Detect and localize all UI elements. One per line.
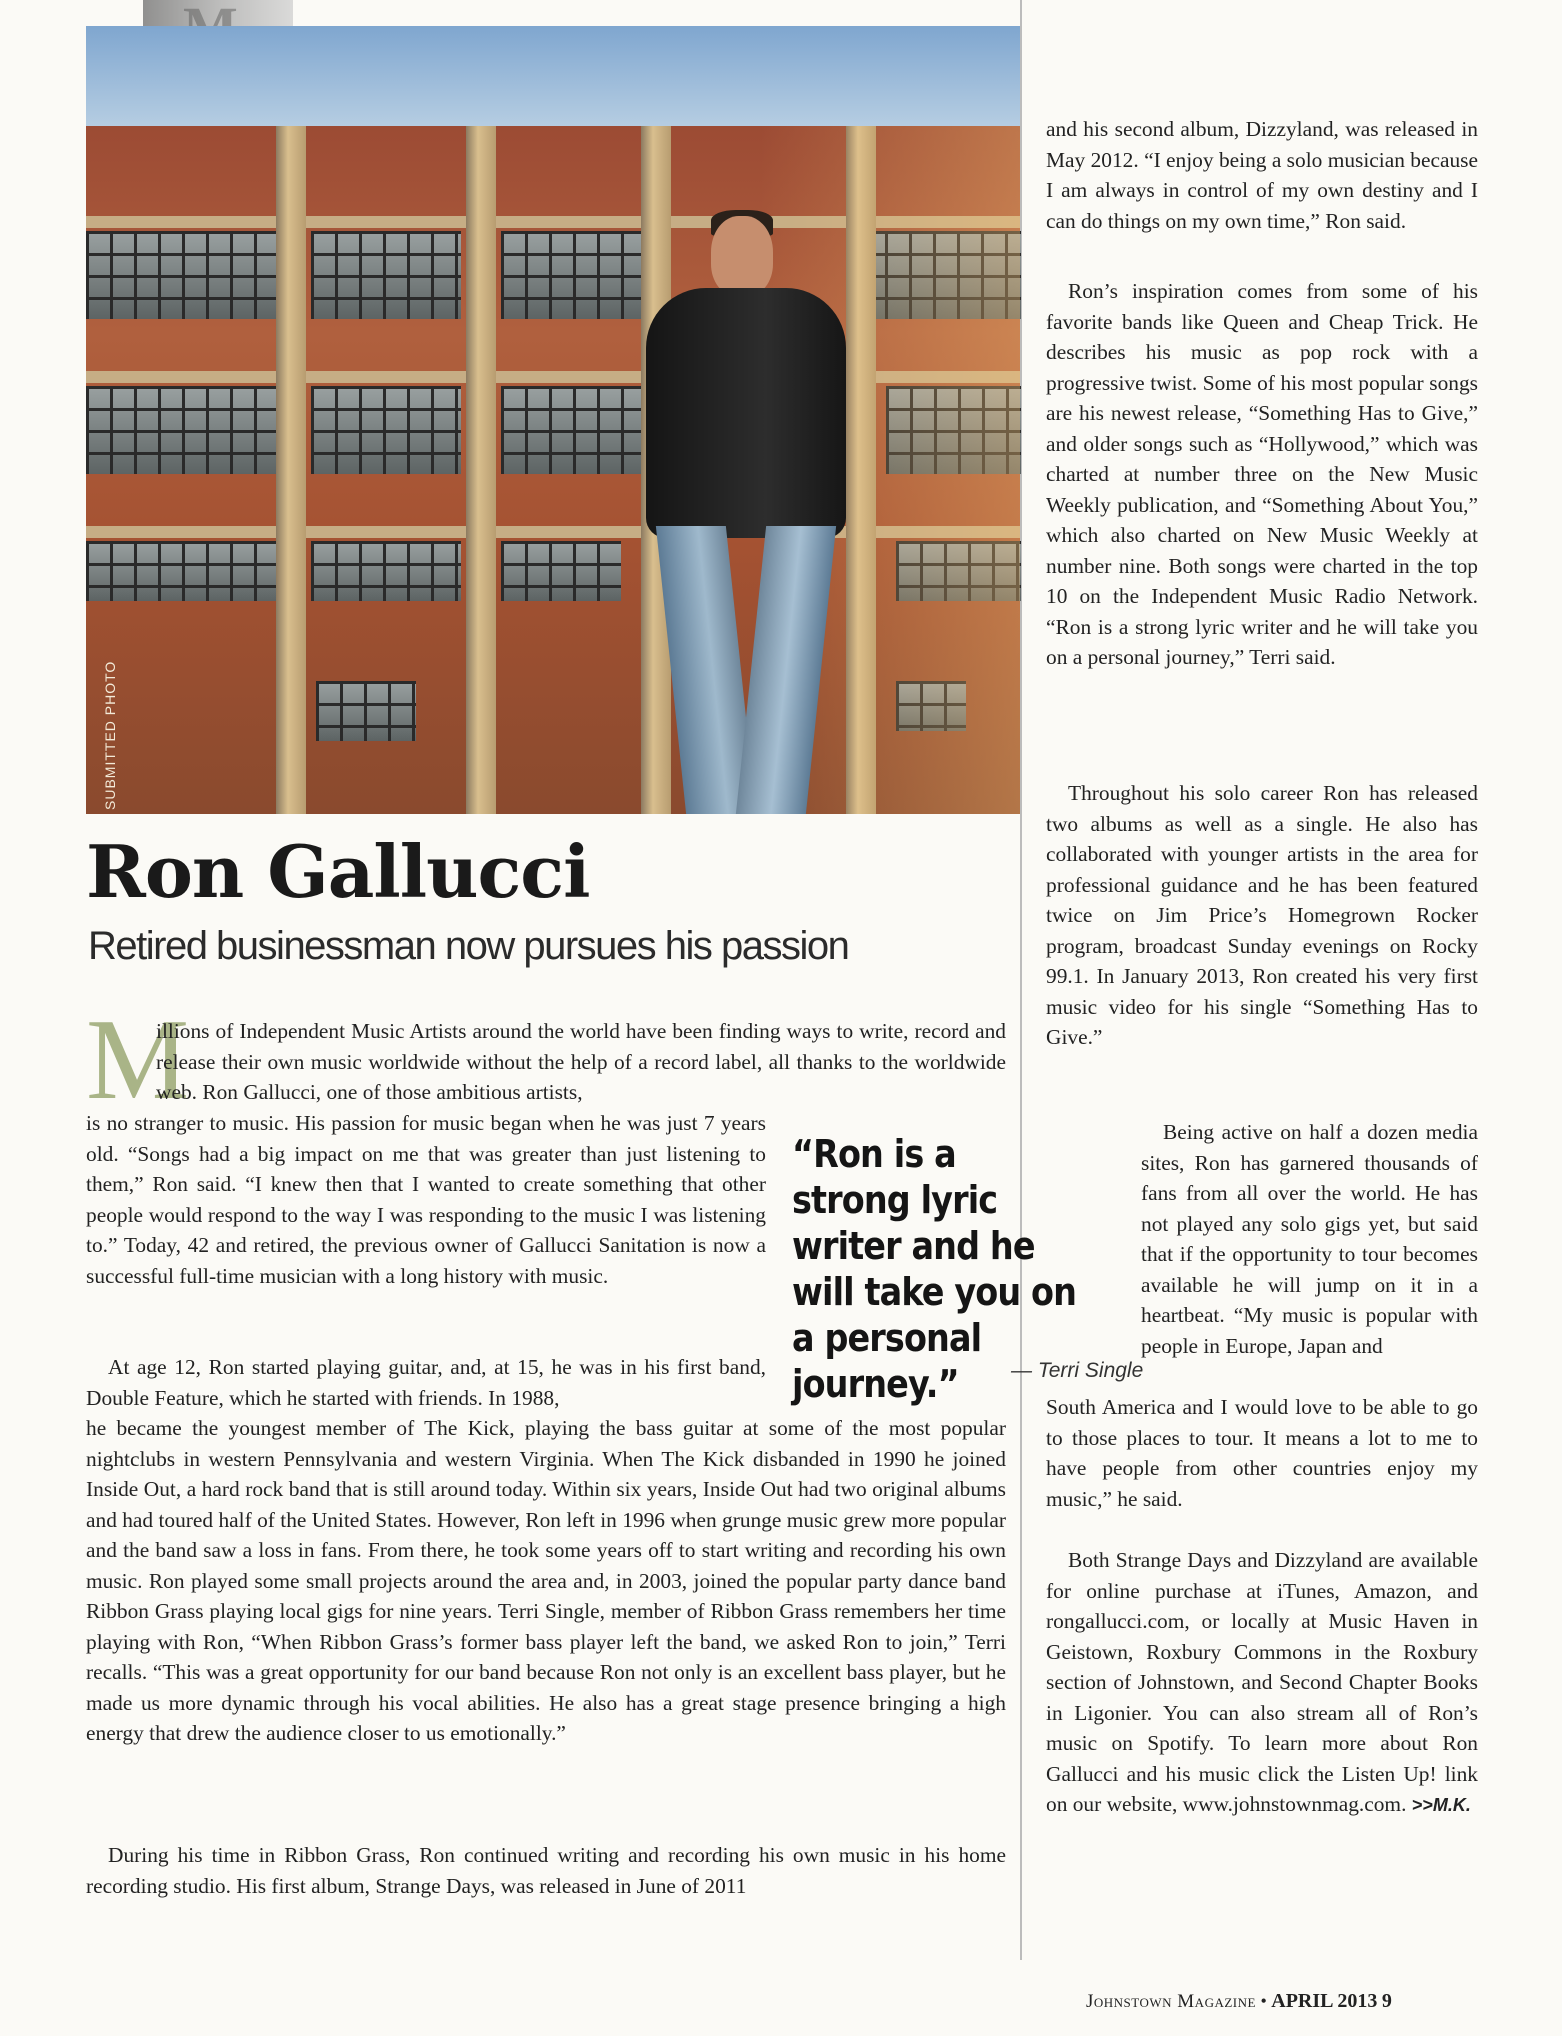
drop-cap: M <box>86 996 190 1124</box>
photo-window <box>316 681 416 741</box>
right-column-paragraph-6-text: Both Strange Days and Dizzyland are available for online purchase at iTunes, Amazon, and rongallucci.com, or locally at Music Haven in Geistown, Roxbury Commons in the Roxbury section of Johnstown, and Second Chapter Books in Ligonier. You can also stream all of Ron’s music on Spotify. To learn more about Ron Gallucci and his music click the Listen Up! link on our website, www.johnstownmag.com. <box>1046 1548 1478 1816</box>
photo-window <box>86 386 276 474</box>
body-paragraph-2-lead <box>86 1352 766 1413</box>
right-column-paragraph-5: South America and I would love to be able to go to those places to tour. It means a lot to me to have people from other countries enjoy my music,” he said. <box>1046 1395 1478 1511</box>
photo-window <box>311 231 461 319</box>
subject-head <box>711 216 773 296</box>
photo-window <box>501 541 621 601</box>
publication-name: Johnstown Magazine <box>1086 1991 1256 2012</box>
photo-window <box>311 541 461 601</box>
article-title: Ron Gallucci <box>86 829 590 914</box>
body-paragraph-2-lead-text: At age 12, Ron started playing guitar, and, at 15, he was in his first band, Double Feature, which he started with friends. In 1988, <box>86 1355 766 1410</box>
right-column-paragraph-3-text: Throughout his solo career Ron has released two albums as well as a single. He also has collaborated with younger artists in the area for professional guidance and he has been featured twice on Jim Price’s Homegrown Rocker program, broadcast Sunday evenings on Rocky 99.1. In January 2013, Ron created his very first music video for his single “Something Has to Give.” <box>1046 781 1478 1049</box>
photo-subject <box>616 216 876 814</box>
body-paragraph-1-lead: illions of Independent Music Artists around the world have been finding ways to write, record and release their own music worldwide without the help of a record label, all thanks to the worldwide web. Ron Gallucci, one of those ambitious artists, <box>156 1019 1006 1104</box>
photo-window <box>86 231 276 319</box>
page-footer <box>1086 1990 1392 2013</box>
photo-pillar <box>466 126 496 814</box>
pull-quote: “Ron is a strong lyric writer and he will take you on a personal journey.” <box>792 1132 1077 1406</box>
article-deck: Retired businessman now pursues his passion <box>88 924 849 968</box>
right-column-paragraph-4 <box>1141 1117 1478 1361</box>
photo-credit: SUBMITTED PHOTO <box>102 660 118 810</box>
right-column-paragraph-4-text: Being active on half a dozen media sites, Ron has garnered thousands of fans from all over the world. He has not played any solo gigs yet, but said that if the opportunity to tour becomes available he will jump on it in a heartbeat. “My music is popular with people in Europe, Japan and <box>1141 1120 1478 1358</box>
right-column-paragraph-2 <box>1046 276 1478 673</box>
right-column-paragraph-3 <box>1046 778 1478 1053</box>
footer-bullet: • <box>1260 1991 1267 2011</box>
photo-window <box>311 386 461 474</box>
photo-pillar <box>276 126 306 814</box>
issue-date: APRIL 2013 <box>1271 1990 1378 2012</box>
body-paragraph-3 <box>86 1840 1006 1901</box>
right-column-paragraph-6 <box>1046 1545 1478 1821</box>
body-paragraph-2: he became the youngest member of The Kick, playing the bass guitar at some of the most popular nightclubs in western Pennsylvania and western Virginia. When The Kick disbanded in 1990 he joined Inside Out, a hard rock band that is still around today. Within six years, Inside Out had two original albums and had toured half of the United States. However, Ron left in 1996 when grunge music grew more popular and the band saw a loss in fans. From there, he took some years off to start writing and recording his own music. Ron played some small projects around the area and, in 2003, joined the popular party dance band Ribbon Grass playing local gigs for nine years. Terri Single, member of Ribbon Grass remembers her time playing with Ron, “When Ribbon Grass’s former bass player left the band, we asked Ron to join,” Terri recalls. “This was a great opportunity for our band because Ron not only is an excellent bass player, but he made us more dynamic through his vocal abilities. He also has a great stage presence bringing a high energy that drew the audience closer to us emotionally.” <box>86 1416 1006 1745</box>
author-signoff: >>M.K. <box>1411 1795 1471 1815</box>
pull-quote-attribution: — Terri Single <box>1011 1359 1144 1382</box>
feature-photo <box>86 26 1020 814</box>
right-column-paragraph-2-text: Ron’s inspiration comes from some of his favorite bands like Queen and Cheap Trick. He describes his music as pop rock with a progressive twist. Some of his most popular songs are his newest release, “Something Has to Give,” and older songs such as “Hollywood,” which was charted at number three on the New Music Weekly publication, and “Something About You,” which also charted on New Music Weekly at number nine. Both songs were charted in the top 10 on the Independent Music Radio Network. “Ron is a strong lyric writer and he will take you on a personal journey,” Terri said. <box>1046 279 1478 669</box>
photo-window <box>86 541 276 601</box>
body-paragraph-3-text: During his time in Ribbon Grass, Ron continued writing and recording his own music in his home recording studio. His first album, Strange Days, was released in June of 2011 <box>86 1843 1006 1898</box>
right-column-paragraph-1: and his second album, Dizzyland, was released in May 2012. “I enjoy being a solo musician because I am always in control of my own destiny and I can do things on my own time,” Ron said. <box>1046 117 1478 233</box>
subject-leg-right <box>736 526 836 814</box>
subject-shirt <box>646 288 846 538</box>
page-number: 9 <box>1381 1990 1392 2012</box>
body-paragraph-1: is no stranger to music. His passion for music began when he was just 7 years old. “Songs had a big impact on me that was greater than just listening to them,” Ron said. “I knew then that I wanted to create something that other people would respond to the way I was responding to the music I was listening to.” Today, 42 and retired, the previous owner of Gallucci Sanitation is now a successful full-time musician with a long history with music. <box>86 1111 766 1288</box>
